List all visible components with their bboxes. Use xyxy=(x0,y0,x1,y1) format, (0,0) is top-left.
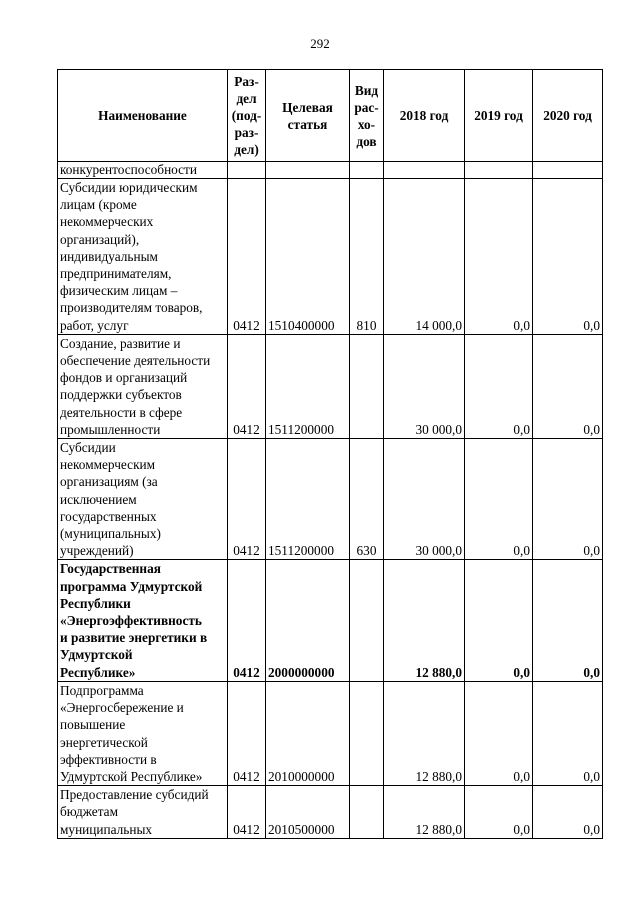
header-2018: 2018 год xyxy=(384,70,465,162)
row-section: 0412 xyxy=(228,560,266,681)
row-section: 0412 xyxy=(228,334,266,438)
row-expense-type xyxy=(350,560,384,681)
row-article: 1511200000 xyxy=(266,439,350,560)
table-row xyxy=(58,786,603,839)
row-article: 2010000000 xyxy=(266,681,350,785)
row-2020 xyxy=(533,162,603,179)
header-name: Наименование xyxy=(58,70,228,162)
row-2020: 0,0 xyxy=(533,560,603,681)
row-2019: 0,0 xyxy=(465,681,533,785)
row-name: Государственная программа Удмуртской Республики «Энергоэффективность и развитие энергетики в Удмуртской Республике» xyxy=(58,560,228,681)
table-row xyxy=(58,179,603,335)
row-2019: 0,0 xyxy=(465,179,533,335)
row-name: Субсидии юридическим лицам (кроме некоммерческих организаций), индивидуальным предпринимателям, физическим лицам – производителям товаров, работ, услуг xyxy=(58,179,228,335)
table-row xyxy=(58,681,603,785)
header-2020: 2020 год xyxy=(533,70,603,162)
row-2020: 0,0 xyxy=(533,681,603,785)
row-section xyxy=(228,162,266,179)
row-article: 2010500000 xyxy=(266,786,350,839)
row-2018: 12 880,0 xyxy=(384,681,465,785)
row-expense-type xyxy=(350,681,384,785)
budget-table xyxy=(57,69,603,839)
row-name: Субсидии некоммерческим организациям (за исключением государственных (муниципальных) учреждений) xyxy=(58,439,228,560)
row-section: 0412 xyxy=(228,179,266,335)
row-2018 xyxy=(384,162,465,179)
table-row xyxy=(58,334,603,438)
header-article: Целевая статья xyxy=(266,70,350,162)
header-row xyxy=(58,70,603,162)
row-2020: 0,0 xyxy=(533,439,603,560)
row-2018: 30 000,0 xyxy=(384,334,465,438)
row-2019: 0,0 xyxy=(465,786,533,839)
header-section: Раз- дел (под- раз- дел) xyxy=(228,70,266,162)
header-2019: 2019 год xyxy=(465,70,533,162)
row-name: Предоставление субсидий бюджетам муниципальных xyxy=(58,786,228,839)
row-expense-type: 810 xyxy=(350,179,384,335)
row-expense-type xyxy=(350,786,384,839)
row-2020: 0,0 xyxy=(533,786,603,839)
row-2019: 0,0 xyxy=(465,439,533,560)
row-2018: 12 880,0 xyxy=(384,786,465,839)
page-number: 292 xyxy=(310,36,330,51)
row-2020: 0,0 xyxy=(533,334,603,438)
table-row xyxy=(58,560,603,681)
row-article xyxy=(266,162,350,179)
row-2018: 14 000,0 xyxy=(384,179,465,335)
row-section: 0412 xyxy=(228,439,266,560)
row-2018: 12 880,0 xyxy=(384,560,465,681)
row-2019: 0,0 xyxy=(465,334,533,438)
row-article: 1511200000 xyxy=(266,334,350,438)
table-row xyxy=(58,162,603,179)
row-name: конкурентоспособности xyxy=(58,162,228,179)
row-name: Подпрограмма «Энергосбережение и повышение энергетической эффективности в Удмуртской Республике» xyxy=(58,681,228,785)
row-2019: 0,0 xyxy=(465,560,533,681)
header-expense-type: Вид рас- хо- дов xyxy=(350,70,384,162)
row-article: 2000000000 xyxy=(266,560,350,681)
table-row xyxy=(58,439,603,560)
row-article: 1510400000 xyxy=(266,179,350,335)
row-section: 0412 xyxy=(228,786,266,839)
row-2018: 30 000,0 xyxy=(384,439,465,560)
row-expense-type xyxy=(350,334,384,438)
row-2019 xyxy=(465,162,533,179)
row-expense-type xyxy=(350,162,384,179)
row-2020: 0,0 xyxy=(533,179,603,335)
row-expense-type: 630 xyxy=(350,439,384,560)
row-name: Создание, развитие и обеспечение деятельности фондов и организаций поддержки субъектов деятельности в сфере промышленности xyxy=(58,334,228,438)
row-section: 0412 xyxy=(228,681,266,785)
